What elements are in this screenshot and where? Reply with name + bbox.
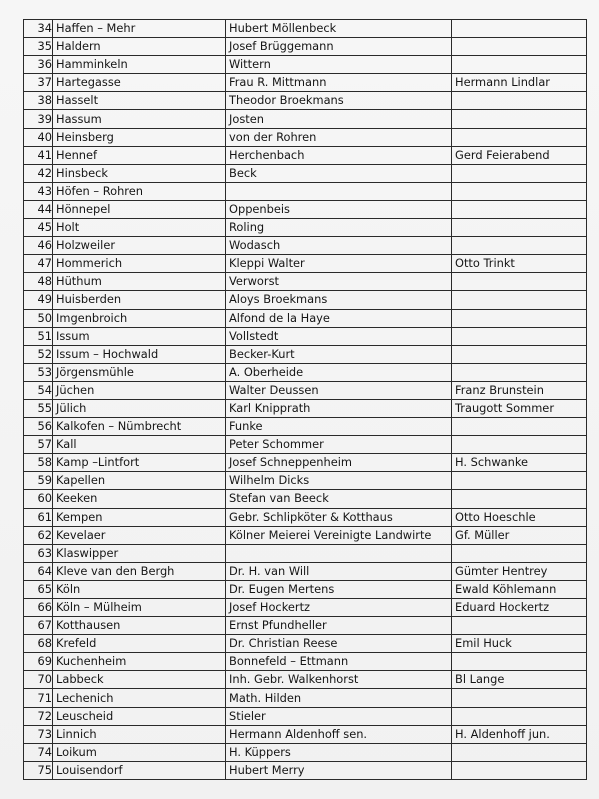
table-row xyxy=(24,562,587,580)
contact-name-cell xyxy=(226,182,452,200)
place-cell: Kotthausen xyxy=(53,617,226,635)
place-cell: Hönnepel xyxy=(53,200,226,218)
place-cell: Holzweiler xyxy=(53,237,226,255)
secondary-contact-cell xyxy=(452,219,587,237)
secondary-contact-cell xyxy=(452,309,587,327)
row-number-cell: 47 xyxy=(24,255,53,273)
table-row xyxy=(24,363,587,381)
contact-name-cell: Josten xyxy=(226,110,452,128)
place-cell: Jülich xyxy=(53,399,226,417)
table-row xyxy=(24,418,587,436)
place-cell: Krefeld xyxy=(53,635,226,653)
secondary-contact-cell xyxy=(452,327,587,345)
row-number-cell: 36 xyxy=(24,56,53,74)
contact-name-cell: Dr. H. van Will xyxy=(226,562,452,580)
secondary-contact-cell xyxy=(452,237,587,255)
place-cell: Köln xyxy=(53,580,226,598)
place-cell: Linnich xyxy=(53,725,226,743)
row-number-cell: 60 xyxy=(24,490,53,508)
place-cell: Kapellen xyxy=(53,472,226,490)
secondary-contact-cell xyxy=(452,544,587,562)
contact-name-cell: Karl Knipprath xyxy=(226,399,452,417)
row-number-cell: 61 xyxy=(24,508,53,526)
row-number-cell: 66 xyxy=(24,599,53,617)
table-row xyxy=(24,219,587,237)
table-row xyxy=(24,707,587,725)
place-cell: Kleve van den Bergh xyxy=(53,562,226,580)
table-row xyxy=(24,20,587,38)
place-cell: Kuchenheim xyxy=(53,653,226,671)
secondary-contact-cell: Gf. Müller xyxy=(452,526,587,544)
secondary-contact-cell xyxy=(452,418,587,436)
place-cell: Keeken xyxy=(53,490,226,508)
contact-name-cell: Josef Brüggemann xyxy=(226,38,452,56)
contact-name-cell: Stefan van Beeck xyxy=(226,490,452,508)
table-row xyxy=(24,255,587,273)
place-cell: Hasselt xyxy=(53,92,226,110)
place-cell: Jüchen xyxy=(53,381,226,399)
table-row xyxy=(24,490,587,508)
secondary-contact-cell xyxy=(452,110,587,128)
contact-name-cell: Wodasch xyxy=(226,237,452,255)
row-number-cell: 34 xyxy=(24,20,53,38)
place-cell: Leuscheid xyxy=(53,707,226,725)
row-number-cell: 64 xyxy=(24,562,53,580)
contact-name-cell: Peter Schommer xyxy=(226,436,452,454)
row-number-cell: 42 xyxy=(24,164,53,182)
contact-name-cell: Theodor Broekmans xyxy=(226,92,452,110)
row-number-cell: 46 xyxy=(24,237,53,255)
place-cell: Imgenbroich xyxy=(53,309,226,327)
secondary-contact-cell xyxy=(452,490,587,508)
place-cell: Hüthum xyxy=(53,273,226,291)
contact-name-cell: Vollstedt xyxy=(226,327,452,345)
row-number-cell: 40 xyxy=(24,128,53,146)
secondary-contact-cell: Traugott Sommer xyxy=(452,399,587,417)
secondary-contact-cell: Otto Hoeschle xyxy=(452,508,587,526)
row-number-cell: 70 xyxy=(24,671,53,689)
table-row xyxy=(24,689,587,707)
table-row xyxy=(24,544,587,562)
row-number-cell: 68 xyxy=(24,635,53,653)
place-cell: Kamp –Lintfort xyxy=(53,454,226,472)
contact-name-cell: Dr. Christian Reese xyxy=(226,635,452,653)
table-row xyxy=(24,74,587,92)
place-cell: Köln – Mülheim xyxy=(53,599,226,617)
contact-name-cell: Hermann Aldenhoff sen. xyxy=(226,725,452,743)
contact-name-cell: Bonnefeld – Ettmann xyxy=(226,653,452,671)
row-number-cell: 54 xyxy=(24,381,53,399)
place-cell: Hinsbeck xyxy=(53,164,226,182)
place-cell: Kevelaer xyxy=(53,526,226,544)
contact-name-cell: Kleppi Walter xyxy=(226,255,452,273)
contact-name-cell: Funke xyxy=(226,418,452,436)
contact-name-cell: Hubert Merry xyxy=(226,761,452,779)
place-cell: Hommerich xyxy=(53,255,226,273)
table-row xyxy=(24,381,587,399)
place-cell: Hennef xyxy=(53,146,226,164)
contact-name-cell: Math. Hilden xyxy=(226,689,452,707)
row-number-cell: 35 xyxy=(24,38,53,56)
place-cell: Labbeck xyxy=(53,671,226,689)
secondary-contact-cell xyxy=(452,20,587,38)
contact-name-cell: Walter Deussen xyxy=(226,381,452,399)
contact-name-cell: Wittern xyxy=(226,56,452,74)
table-row xyxy=(24,128,587,146)
secondary-contact-cell xyxy=(452,761,587,779)
row-number-cell: 58 xyxy=(24,454,53,472)
place-cell: Hartegasse xyxy=(53,74,226,92)
table-row xyxy=(24,725,587,743)
secondary-contact-cell xyxy=(452,617,587,635)
contact-name-cell: Josef Schneppenheim xyxy=(226,454,452,472)
contact-name-cell: A. Oberheide xyxy=(226,363,452,381)
secondary-contact-cell xyxy=(452,345,587,363)
table-row xyxy=(24,617,587,635)
contact-name-cell: Beck xyxy=(226,164,452,182)
row-number-cell: 53 xyxy=(24,363,53,381)
table-row xyxy=(24,345,587,363)
table-row xyxy=(24,164,587,182)
secondary-contact-cell: Gümter Hentrey xyxy=(452,562,587,580)
table-row xyxy=(24,743,587,761)
contact-name-cell: Inh. Gebr. Walkenhorst xyxy=(226,671,452,689)
row-number-cell: 72 xyxy=(24,707,53,725)
secondary-contact-cell xyxy=(452,707,587,725)
place-cell: Höfen – Rohren xyxy=(53,182,226,200)
row-number-cell: 67 xyxy=(24,617,53,635)
secondary-contact-cell: Bl Lange xyxy=(452,671,587,689)
row-number-cell: 43 xyxy=(24,182,53,200)
secondary-contact-cell: Franz Brunstein xyxy=(452,381,587,399)
place-cell: Issum xyxy=(53,327,226,345)
row-number-cell: 37 xyxy=(24,74,53,92)
table-row xyxy=(24,635,587,653)
place-cell: Heinsberg xyxy=(53,128,226,146)
contact-name-cell: Oppenbeis xyxy=(226,200,452,218)
row-number-cell: 56 xyxy=(24,418,53,436)
table-row xyxy=(24,291,587,309)
secondary-contact-cell xyxy=(452,56,587,74)
table-row xyxy=(24,327,587,345)
row-number-cell: 62 xyxy=(24,526,53,544)
secondary-contact-cell: H. Schwanke xyxy=(452,454,587,472)
table-row xyxy=(24,580,587,598)
contact-name-cell: Josef Hockertz xyxy=(226,599,452,617)
table-row xyxy=(24,761,587,779)
contact-name-cell: Alfond de la Haye xyxy=(226,309,452,327)
table-row xyxy=(24,146,587,164)
contact-name-cell: Herchenbach xyxy=(226,146,452,164)
place-cell: Lechenich xyxy=(53,689,226,707)
secondary-contact-cell xyxy=(452,38,587,56)
row-number-cell: 65 xyxy=(24,580,53,598)
secondary-contact-cell: Eduard Hockertz xyxy=(452,599,587,617)
row-number-cell: 57 xyxy=(24,436,53,454)
place-cell: Hassum xyxy=(53,110,226,128)
table-body xyxy=(24,20,587,780)
table-row xyxy=(24,508,587,526)
secondary-contact-cell xyxy=(452,653,587,671)
table-row xyxy=(24,454,587,472)
place-cell: Huisberden xyxy=(53,291,226,309)
table-row xyxy=(24,399,587,417)
row-number-cell: 44 xyxy=(24,200,53,218)
secondary-contact-cell xyxy=(452,182,587,200)
row-number-cell: 73 xyxy=(24,725,53,743)
table-row xyxy=(24,436,587,454)
table-row xyxy=(24,38,587,56)
row-number-cell: 50 xyxy=(24,309,53,327)
contact-name-cell: Kölner Meierei Vereinigte Landwirte xyxy=(226,526,452,544)
secondary-contact-cell xyxy=(452,273,587,291)
secondary-contact-cell xyxy=(452,200,587,218)
contact-name-cell: von der Rohren xyxy=(226,128,452,146)
contact-name-cell: Stieler xyxy=(226,707,452,725)
table-row xyxy=(24,92,587,110)
secondary-contact-cell: Hermann Lindlar xyxy=(452,74,587,92)
row-number-cell: 63 xyxy=(24,544,53,562)
row-number-cell: 51 xyxy=(24,327,53,345)
secondary-contact-cell xyxy=(452,472,587,490)
row-number-cell: 69 xyxy=(24,653,53,671)
row-number-cell: 52 xyxy=(24,345,53,363)
secondary-contact-cell xyxy=(452,743,587,761)
location-contact-table xyxy=(23,19,587,780)
row-number-cell: 49 xyxy=(24,291,53,309)
row-number-cell: 55 xyxy=(24,399,53,417)
row-number-cell: 48 xyxy=(24,273,53,291)
row-number-cell: 41 xyxy=(24,146,53,164)
place-cell: Louisendorf xyxy=(53,761,226,779)
row-number-cell: 59 xyxy=(24,472,53,490)
place-cell: Haldern xyxy=(53,38,226,56)
place-cell: Loikum xyxy=(53,743,226,761)
secondary-contact-cell: Emil Huck xyxy=(452,635,587,653)
contact-name-cell: Gebr. Schlipköter & Kotthaus xyxy=(226,508,452,526)
contact-name-cell: Roling xyxy=(226,219,452,237)
secondary-contact-cell xyxy=(452,164,587,182)
table-row xyxy=(24,110,587,128)
table-row xyxy=(24,653,587,671)
secondary-contact-cell xyxy=(452,363,587,381)
table-row xyxy=(24,671,587,689)
row-number-cell: 74 xyxy=(24,743,53,761)
contact-name-cell: Hubert Möllenbeck xyxy=(226,20,452,38)
place-cell: Jörgensmühle xyxy=(53,363,226,381)
contact-name-cell: Aloys Broekmans xyxy=(226,291,452,309)
place-cell: Issum – Hochwald xyxy=(53,345,226,363)
secondary-contact-cell xyxy=(452,92,587,110)
secondary-contact-cell: Ewald Köhlemann xyxy=(452,580,587,598)
secondary-contact-cell: Otto Trinkt xyxy=(452,255,587,273)
table-row xyxy=(24,599,587,617)
secondary-contact-cell: Gerd Feierabend xyxy=(452,146,587,164)
contact-name-cell: Dr. Eugen Mertens xyxy=(226,580,452,598)
contact-name-cell: Wilhelm Dicks xyxy=(226,472,452,490)
place-cell: Kall xyxy=(53,436,226,454)
row-number-cell: 71 xyxy=(24,689,53,707)
contact-name-cell: Verworst xyxy=(226,273,452,291)
table-row xyxy=(24,56,587,74)
place-cell: Haffen – Mehr xyxy=(53,20,226,38)
contact-name-cell: Ernst Pfundheller xyxy=(226,617,452,635)
contact-name-cell: Becker-Kurt xyxy=(226,345,452,363)
secondary-contact-cell xyxy=(452,436,587,454)
table-row xyxy=(24,273,587,291)
secondary-contact-cell xyxy=(452,291,587,309)
place-cell: Kempen xyxy=(53,508,226,526)
row-number-cell: 38 xyxy=(24,92,53,110)
table-row xyxy=(24,526,587,544)
table-row xyxy=(24,237,587,255)
place-cell: Hamminkeln xyxy=(53,56,226,74)
contact-name-cell xyxy=(226,544,452,562)
row-number-cell: 39 xyxy=(24,110,53,128)
secondary-contact-cell: H. Aldenhoff jun. xyxy=(452,725,587,743)
row-number-cell: 45 xyxy=(24,219,53,237)
table-row xyxy=(24,200,587,218)
place-cell: Holt xyxy=(53,219,226,237)
table-row xyxy=(24,182,587,200)
place-cell: Kalkofen – Nümbrecht xyxy=(53,418,226,436)
row-number-cell: 75 xyxy=(24,761,53,779)
contact-name-cell: H. Küppers xyxy=(226,743,452,761)
table-row xyxy=(24,309,587,327)
contact-name-cell: Frau R. Mittmann xyxy=(226,74,452,92)
place-cell: Klaswipper xyxy=(53,544,226,562)
table-row xyxy=(24,472,587,490)
secondary-contact-cell xyxy=(452,689,587,707)
secondary-contact-cell xyxy=(452,128,587,146)
